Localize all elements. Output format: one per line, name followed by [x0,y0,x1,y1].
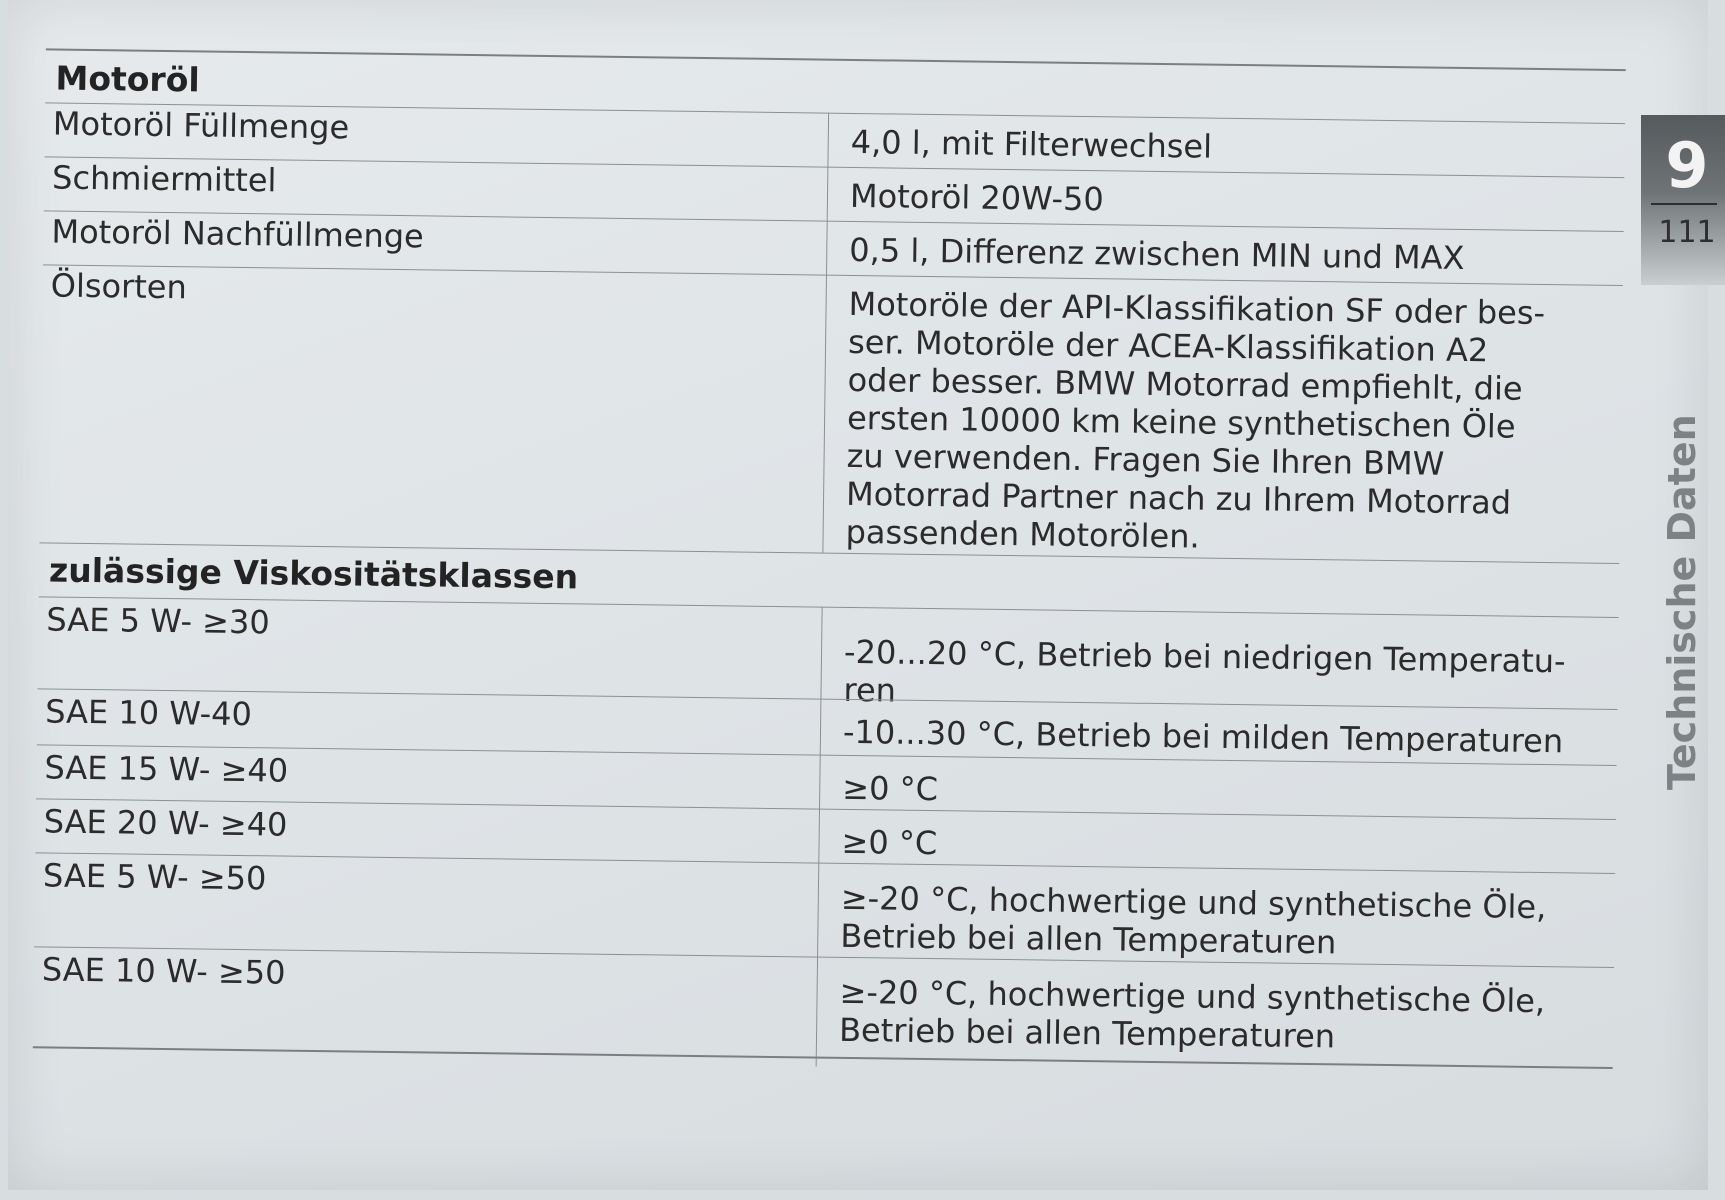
value-sae-20w-40: ≥0 °C [841,822,938,863]
label-nachfuellmenge: Motoröl Nachfüllmenge [51,212,425,256]
label-fuellmenge: Motoröl Füllmenge [52,104,350,147]
chapter-tab [1641,115,1725,285]
value-sae-10w-50: ≥-20 °C, hochwertige und synthetische Öle, Betrieb bei allen Temperaturen [838,972,1546,1056]
value-nachfuellmenge: 0,5 l, Differenz zwischen MIN und MAX [849,230,1465,277]
label-sae-15w-40: SAE 15 W- ≥40 [44,748,289,790]
manual-page [8,0,1716,1190]
section-title-viskositaet: zulässige Viskositätsklassen [48,550,579,597]
value-schmiermittel: Motoröl 20W-50 [849,176,1104,219]
label-sae-5w-30: SAE 5 W- ≥30 [46,600,270,642]
label-sae-10w-40: SAE 10 W-40 [44,692,253,734]
label-sae-5w-50: SAE 5 W- ≥50 [42,856,267,898]
label-sae-20w-40: SAE 20 W- ≥40 [43,802,288,844]
section-title-motoroel: Motoröl [55,58,200,100]
tab-divider [1651,203,1717,205]
label-oelsorten: Ölsorten [50,266,188,307]
value-oelsorten: Motoröle der API-Klassifikation SF oder bes-ser. Motoröle der ACEA-Klassifikation A2 oder besser. BMW Motorrad empfiehlt, die ersten 10000 km keine synthetischen Öle zu verwenden. Fragen Sie Ihren BMW Motorrad Partner nach zu Ihrem Motorrad passenden Motorölen. [845,284,1546,556]
value-sae-15w-40: ≥0 °C [842,768,939,809]
value-sae-5w-50: ≥-20 °C, hochwertige und synthetische Öle, Betrieb bei allen Temperaturen [840,878,1547,962]
spec-table [2,40,1616,1161]
page-number: 111 [1658,215,1716,250]
label-schmiermittel: Schmiermittel [51,158,277,200]
value-fuellmenge: 4,0 l, mit Filterwechsel [850,122,1213,166]
side-chapter-title: Technische Daten [1660,414,1704,790]
label-sae-10w-50: SAE 10 W- ≥50 [41,950,286,992]
value-sae-5w-30: -20...20 °C, Betrieb bei niedrigen Temperatu-ren [843,632,1566,710]
value-sae-10w-40: -10...30 °C, Betrieb bei milden Temperaturen [842,712,1564,761]
column-divider [816,607,823,1067]
chapter-number: 9 [1665,129,1709,202]
section-top-rule [46,48,1626,71]
column-divider [822,113,829,553]
